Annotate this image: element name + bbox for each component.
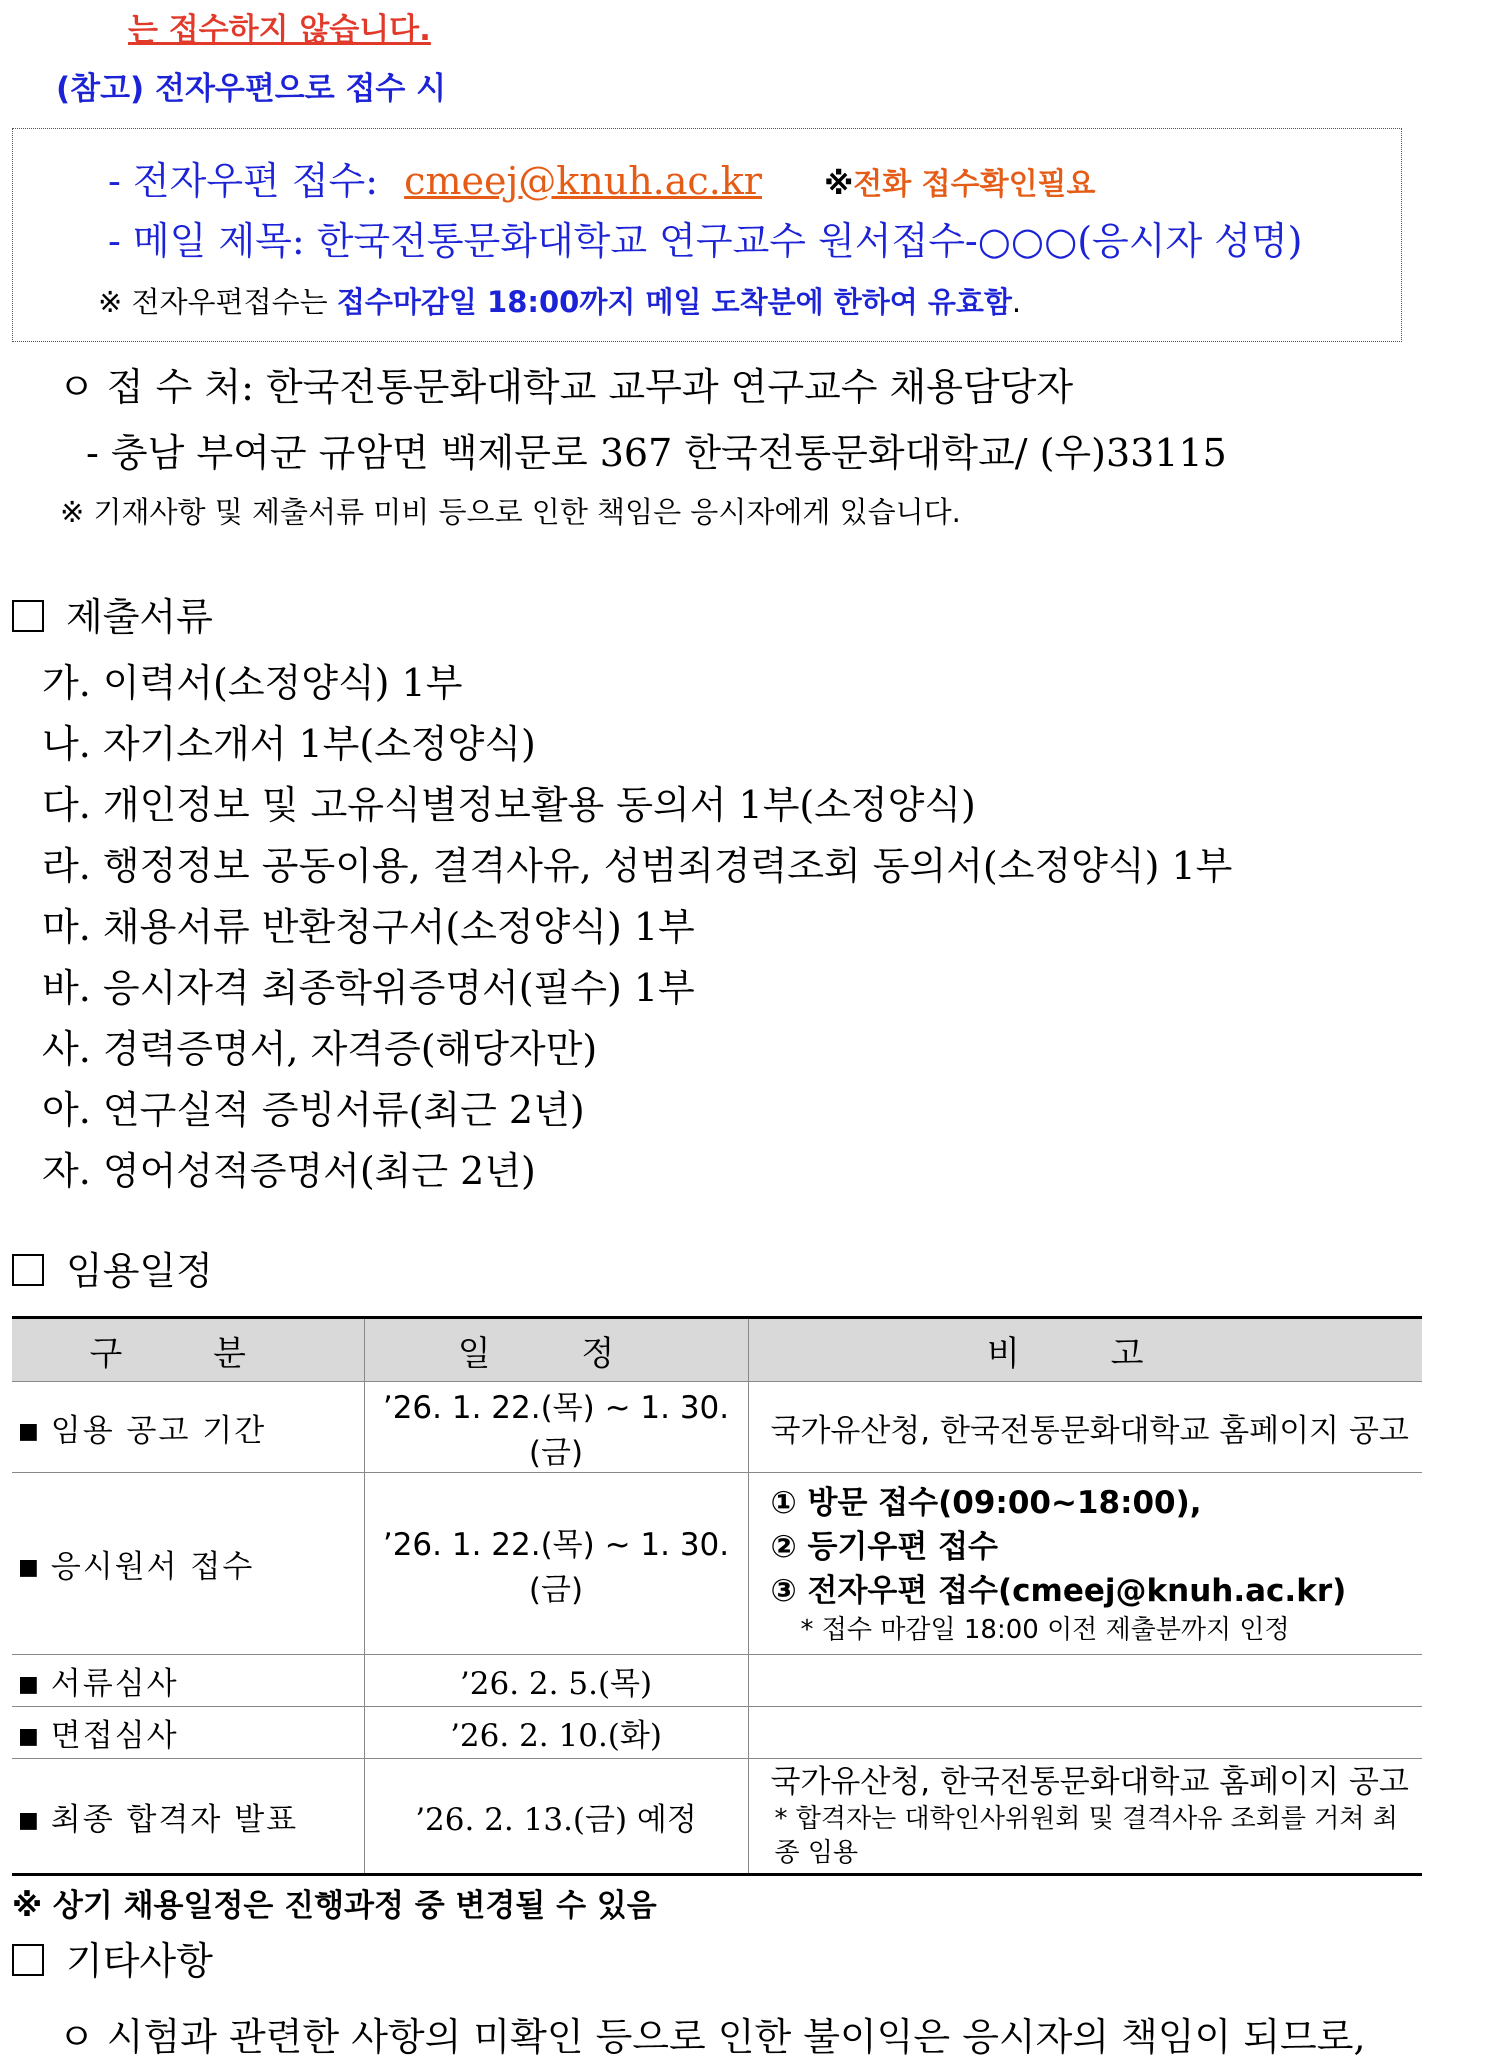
email-line-1-label: - 전자우편 접수: [108, 159, 379, 203]
email-line-3-emphasis: 접수마감일 18:00까지 메일 도착분에 한하여 유효함 [336, 285, 1012, 319]
category-text: 서류심사 [50, 1666, 179, 1702]
email-note-mark: ※ [824, 167, 854, 202]
email-line-3-suffix: . [1011, 285, 1022, 319]
table-header-row [12, 1318, 1422, 1382]
square-bullet-icon: ■ [18, 1672, 41, 1697]
document-item: 가. 이력서(소정양식) 1부 [42, 661, 463, 705]
row-note: 국가유산청, 한국전통문화대학교 홈페이지 공고 [748, 1382, 1422, 1473]
category-text: 최종 합격자 발표 [50, 1801, 299, 1838]
documents-heading [12, 586, 213, 641]
document-item: 다. 개인정보 및 고유식별정보활용 동의서 1부(소정양식) [42, 783, 976, 827]
row-category [12, 1759, 364, 1875]
schedule-footnote: ※ 상기 채용일정은 진행과정 중 변경될 수 있음 [12, 1888, 657, 1924]
email-line-3 [98, 280, 1021, 321]
row-category [12, 1655, 364, 1707]
email-line-1 [108, 150, 1096, 205]
row-note [748, 1707, 1422, 1759]
header-category: 구 분 [12, 1318, 364, 1382]
checkbox-icon [12, 600, 44, 632]
row-note [748, 1759, 1422, 1875]
square-bullet-icon: ■ [18, 1807, 41, 1833]
documents-heading-text: 제출서류 [66, 595, 213, 639]
row-date: ’26. 2. 13.(금) 예정 [364, 1759, 748, 1875]
schedule-heading-text: 임용일정 [66, 1249, 213, 1293]
reception-line-1: ㅇ 접 수 처: 한국전통문화대학교 교무과 연구교수 채용담당자 [58, 365, 1074, 409]
email-address-link[interactable]: cmeej@knuh.ac.kr [404, 159, 762, 203]
reception-note: ※ 기재사항 및 제출서류 미비 등으로 인한 책임은 응시자에게 있습니다. [60, 495, 961, 529]
note-item: ② 등기우편 접수 [770, 1528, 999, 1565]
square-bullet-icon: ■ [18, 1418, 41, 1444]
document-item: 마. 채용서류 반환청구서(소정양식) 1부 [42, 905, 695, 949]
note-main: 국가유산청, 한국전통문화대학교 홈페이지 공고 [770, 1764, 1409, 1800]
misc-heading [12, 1930, 213, 1985]
row-date: ’26. 2. 10.(화) [364, 1707, 748, 1759]
email-note: 전화 접수확인필요 [853, 167, 1096, 202]
note-item: ③ 전자우편 접수(cmeej@knuh.ac.kr) [770, 1572, 1347, 1609]
document-item: 바. 응시자격 최종학위증명서(필수) 1부 [42, 966, 695, 1010]
note-small: * 접수 마감일 18:00 이전 제출분까지 인정 [800, 1614, 1290, 1645]
misc-heading-text: 기타사항 [66, 1939, 213, 1983]
note-small: * 합격자는 대학인사위원회 및 결격사유 조회를 거쳐 최종 임용 [774, 1804, 1398, 1868]
checkbox-icon [12, 1944, 44, 1976]
table-row [12, 1655, 1422, 1707]
row-category [12, 1707, 364, 1759]
square-bullet-icon: ■ [18, 1555, 41, 1580]
row-note [748, 1473, 1422, 1655]
document-item: 아. 연구실적 증빙서류(최근 2년) [42, 1088, 585, 1132]
reception-address: - 충남 부여군 규암면 백제문로 367 한국전통문화대학교/ (우)33115 [86, 431, 1227, 475]
email-line-2: - 메일 제목: 한국전통문화대학교 연구교수 원서접수-○○○(응시자 성명) [108, 219, 1303, 263]
schedule-table [12, 1316, 1422, 1876]
header-note: 비 고 [748, 1318, 1422, 1382]
category-text: 임용 공고 기간 [50, 1412, 267, 1449]
document-item: 나. 자기소개서 1부(소정양식) [42, 722, 536, 766]
document-item: 라. 행정정보 공동이용, 결격사유, 성범죄경력조회 동의서(소정양식) 1부 [42, 844, 1233, 888]
note-item: ① 방문 접수(09:00~18:00), [770, 1484, 1202, 1521]
row-category [12, 1382, 364, 1473]
row-date: ’26. 1. 22.(목) ~ 1. 30.(금) [364, 1382, 748, 1473]
document-item: 사. 경력증명서, 자격증(해당자만) [42, 1027, 598, 1071]
category-text: 면접심사 [50, 1718, 179, 1754]
top-notice: 는 접수하지 않습니다. [128, 12, 431, 48]
header-date: 일 정 [364, 1318, 748, 1382]
document-item: 자. 영어성적증명서(최근 2년) [42, 1149, 536, 1193]
category-text: 응시원서 접수 [50, 1549, 255, 1585]
row-date: ’26. 1. 22.(목) ~ 1. 30.(금) [364, 1473, 748, 1655]
table-row [12, 1759, 1422, 1875]
row-category [12, 1473, 364, 1655]
table-row [12, 1473, 1422, 1655]
table-row [12, 1382, 1422, 1473]
misc-line-1: ㅇ 시험과 관련한 사항의 미확인 등으로 인한 불이익은 응시자의 책임이 되므로, [58, 2015, 1366, 2059]
table-row [12, 1707, 1422, 1759]
email-line-3-prefix: ※ 전자우편접수는 [98, 285, 328, 319]
square-bullet-icon: ■ [18, 1724, 41, 1749]
row-note [748, 1655, 1422, 1707]
schedule-heading [12, 1240, 213, 1295]
row-date: ’26. 2. 5.(목) [364, 1655, 748, 1707]
checkbox-icon [12, 1254, 44, 1286]
email-reference-heading: (참고) 전자우편으로 접수 시 [56, 71, 447, 107]
